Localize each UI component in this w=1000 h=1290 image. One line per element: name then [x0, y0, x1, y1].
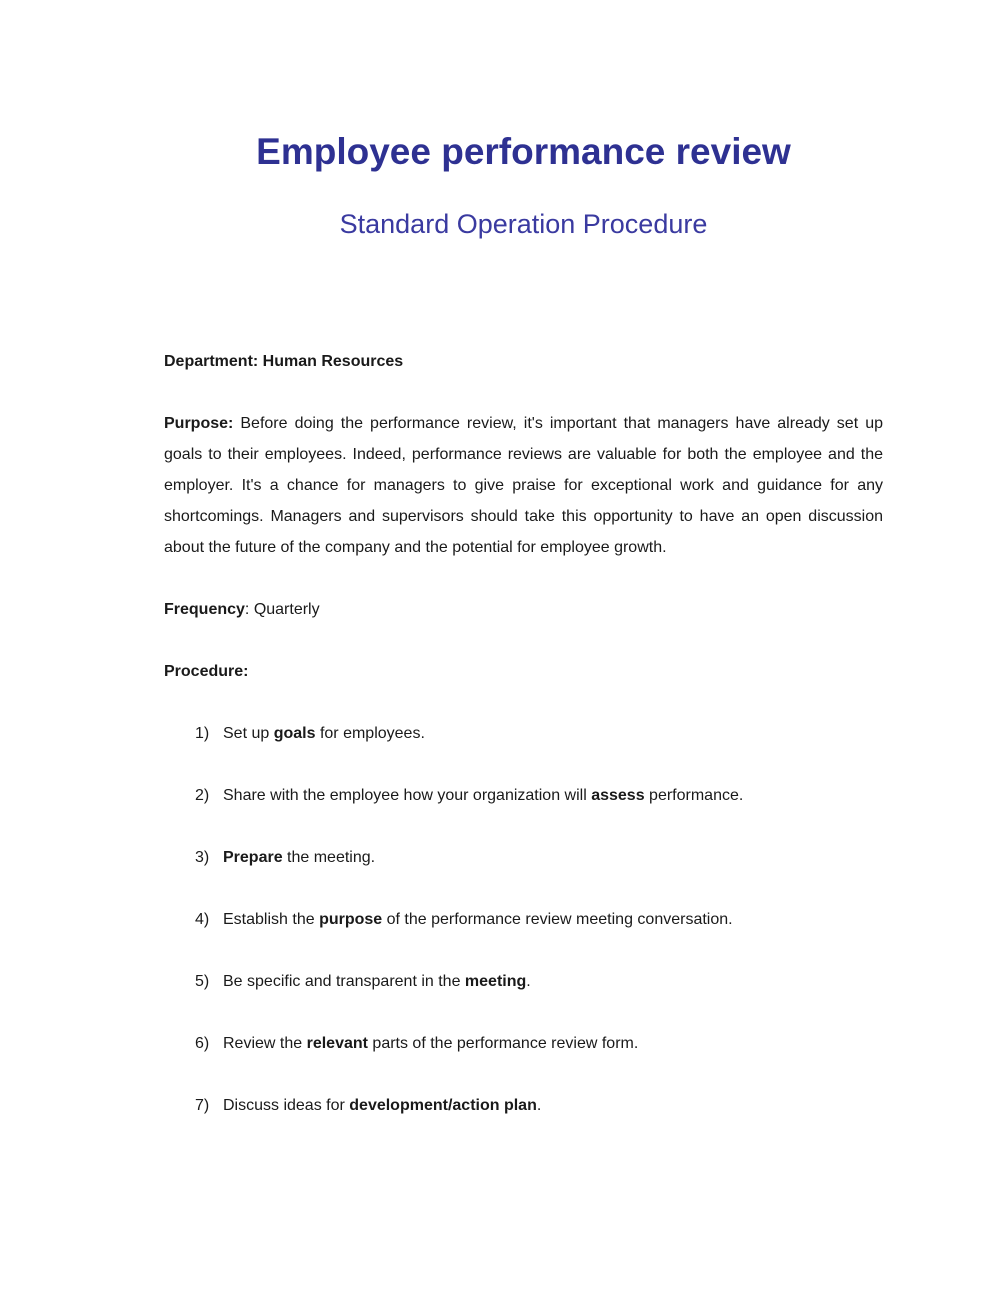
- purpose-paragraph: [164, 408, 883, 563]
- department-line: [164, 346, 883, 377]
- frequency-value: : Quarterly: [244, 601, 320, 618]
- frequency-label: Frequency: [164, 601, 245, 618]
- step-text: Review the relevant parts of the performance review form.: [223, 1035, 639, 1052]
- step-text: Establish the purpose of the performance review meeting conversation.: [223, 911, 733, 928]
- step-number: 5): [195, 973, 210, 990]
- step-text: Set up goals for employees.: [223, 725, 425, 742]
- document-title: Employee performance review: [256, 131, 791, 172]
- department-text: Department: Human Resources: [164, 353, 404, 370]
- step-number: 6): [195, 1035, 210, 1052]
- step-number: 2): [195, 787, 210, 804]
- purpose-label: Purpose:: [164, 415, 234, 432]
- procedure-steps-list: [164, 718, 883, 1121]
- purpose-text: Before doing the performance review, it's important that managers have already set up goals to their employees. Indeed, performance reviews are valuable for both the employee and the employer. It's a chance for managers to give praise for exceptional work and guidance for any shortcomings. Managers and supervisors should take this opportunity to have an open discussion about the future of the company and the potential for employee growth.: [164, 415, 883, 556]
- procedure-step-7: [195, 1090, 883, 1121]
- procedure-step-5: [195, 966, 883, 997]
- procedure-heading-text: Procedure:: [164, 663, 249, 680]
- step-text: Share with the employee how your organization will assess performance.: [223, 787, 744, 804]
- step-number: 4): [195, 911, 210, 928]
- step-text: Be specific and transparent in the meeting.: [223, 973, 531, 990]
- procedure-step-1: [195, 718, 883, 749]
- step-text: Prepare the meeting.: [223, 849, 376, 866]
- step-number: 3): [195, 849, 210, 866]
- document-subtitle: Standard Operation Procedure: [339, 209, 708, 239]
- procedure-step-2: [195, 780, 883, 811]
- procedure-heading: [164, 656, 883, 687]
- procedure-step-4: [195, 904, 883, 935]
- step-text: Discuss ideas for development/action plan.: [223, 1097, 542, 1114]
- procedure-step-6: [195, 1028, 883, 1059]
- procedure-step-3: [195, 842, 883, 873]
- step-number: 1): [195, 725, 210, 742]
- frequency-line: [164, 594, 883, 625]
- step-number: 7): [195, 1097, 210, 1114]
